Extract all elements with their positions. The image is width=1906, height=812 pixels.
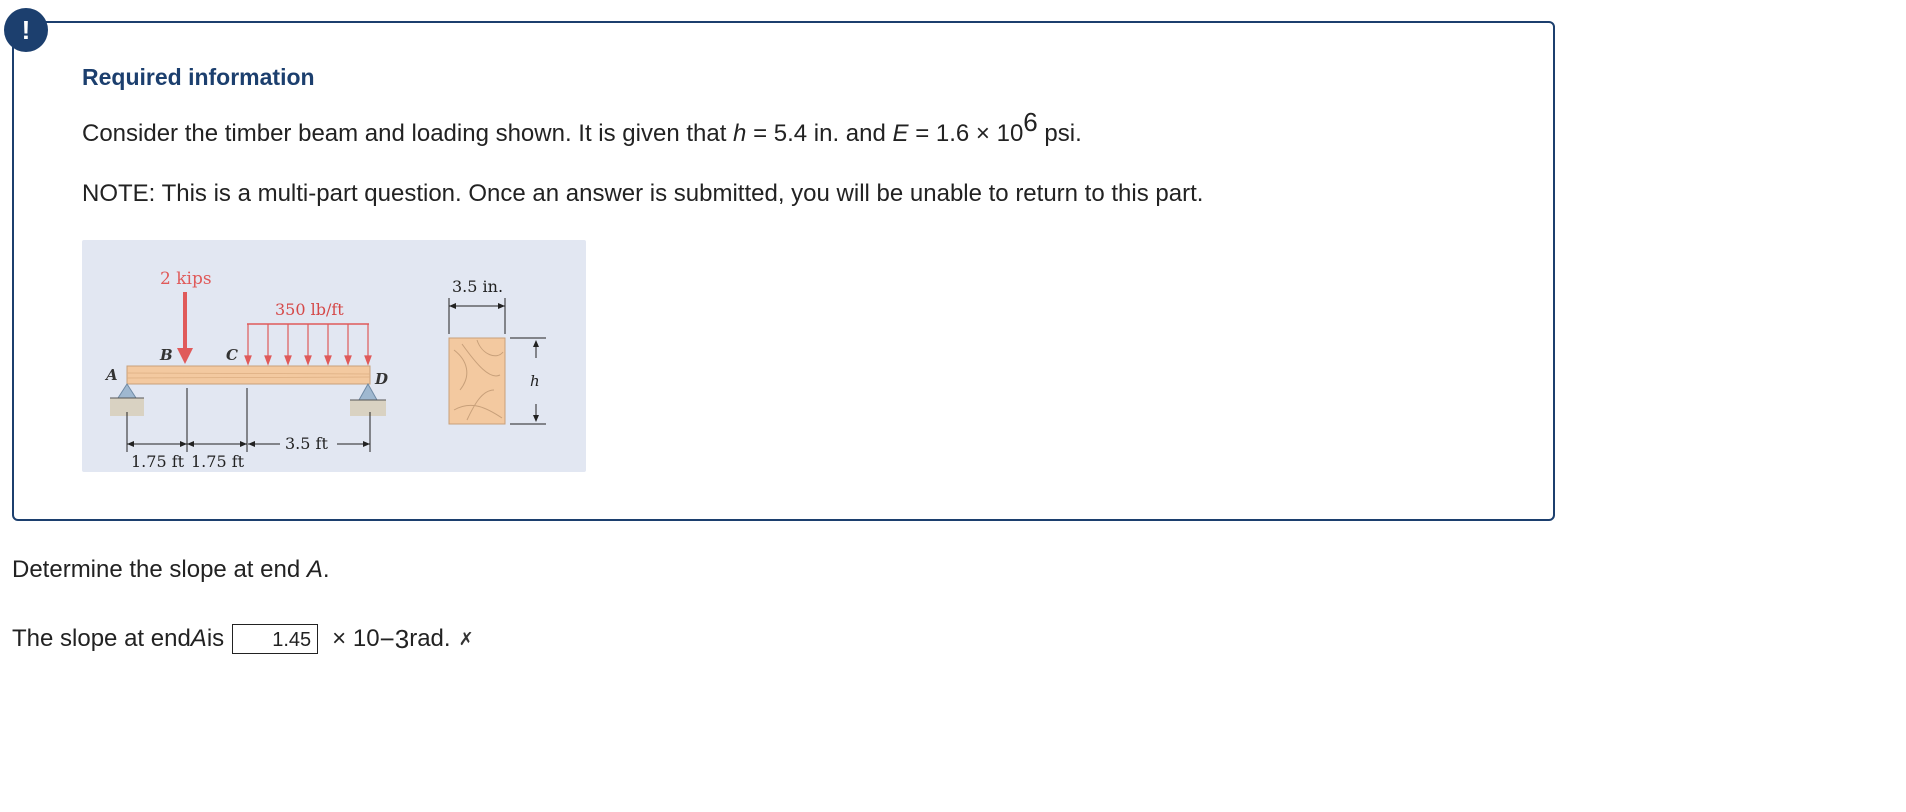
check-x-icon: ✗ [458,628,474,649]
pin-support-a [118,384,136,398]
label-d: D [375,370,389,388]
panel-heading: Required information [82,64,315,90]
cross-section [449,338,505,424]
dimension-lines [127,388,370,452]
section-height-label: h [530,372,540,390]
var-e: E [892,120,909,147]
e-exponent: 6 [1023,107,1038,137]
section-height-dimension [510,338,546,424]
answer-label-end: is [206,625,225,652]
beam [127,366,370,384]
slope-answer-input[interactable]: 1.45 [232,624,318,654]
section-width-dimension [449,298,505,334]
distributed-load-label: 350 lb/ft [275,300,344,319]
dim-cd-label: 3.5 ft [285,434,328,453]
ground-d [350,400,386,416]
beam-figure [82,240,586,472]
unit-suffix: rad. [409,625,451,652]
h-value: = 5.4 in. and [746,120,893,147]
point-load-label: 2 kips [160,269,212,289]
e-unit: psi. [1037,120,1082,147]
section-width-label: 3.5 in. [452,277,504,296]
dim-ab-label: 1.75 ft [131,452,185,471]
e-value: = 1.6 × 10 [908,120,1024,147]
answer-label: The slope at end [12,625,191,652]
question-var: A [306,556,323,583]
dim-bc-label: 1.75 ft [191,452,245,471]
answer-var: A [190,625,207,652]
question-end: . [322,556,330,583]
multi-part-note: NOTE: This is a multi-part question. Once an answer is submitted, you will be unable to return to this part. [82,180,1204,207]
distributed-load-arrows [245,324,371,364]
problem-statement [82,107,1082,148]
label-b: B [160,346,173,364]
question-prompt [12,556,330,584]
beam-diagram [82,240,586,472]
var-h: h [733,120,747,147]
unit-prefix: × 10 [332,625,380,652]
label-c: C [226,346,238,364]
question-text: Determine the slope at end [12,556,307,583]
point-load-arrowhead [177,348,193,364]
alert-icon: ! [4,8,48,52]
label-a: A [106,366,118,384]
answer-line: The slope at end A is 1.45 × 10 −3 rad. ✗ [12,624,474,654]
statement-text: Consider the timber beam and loading shown. It is given that [82,120,734,147]
